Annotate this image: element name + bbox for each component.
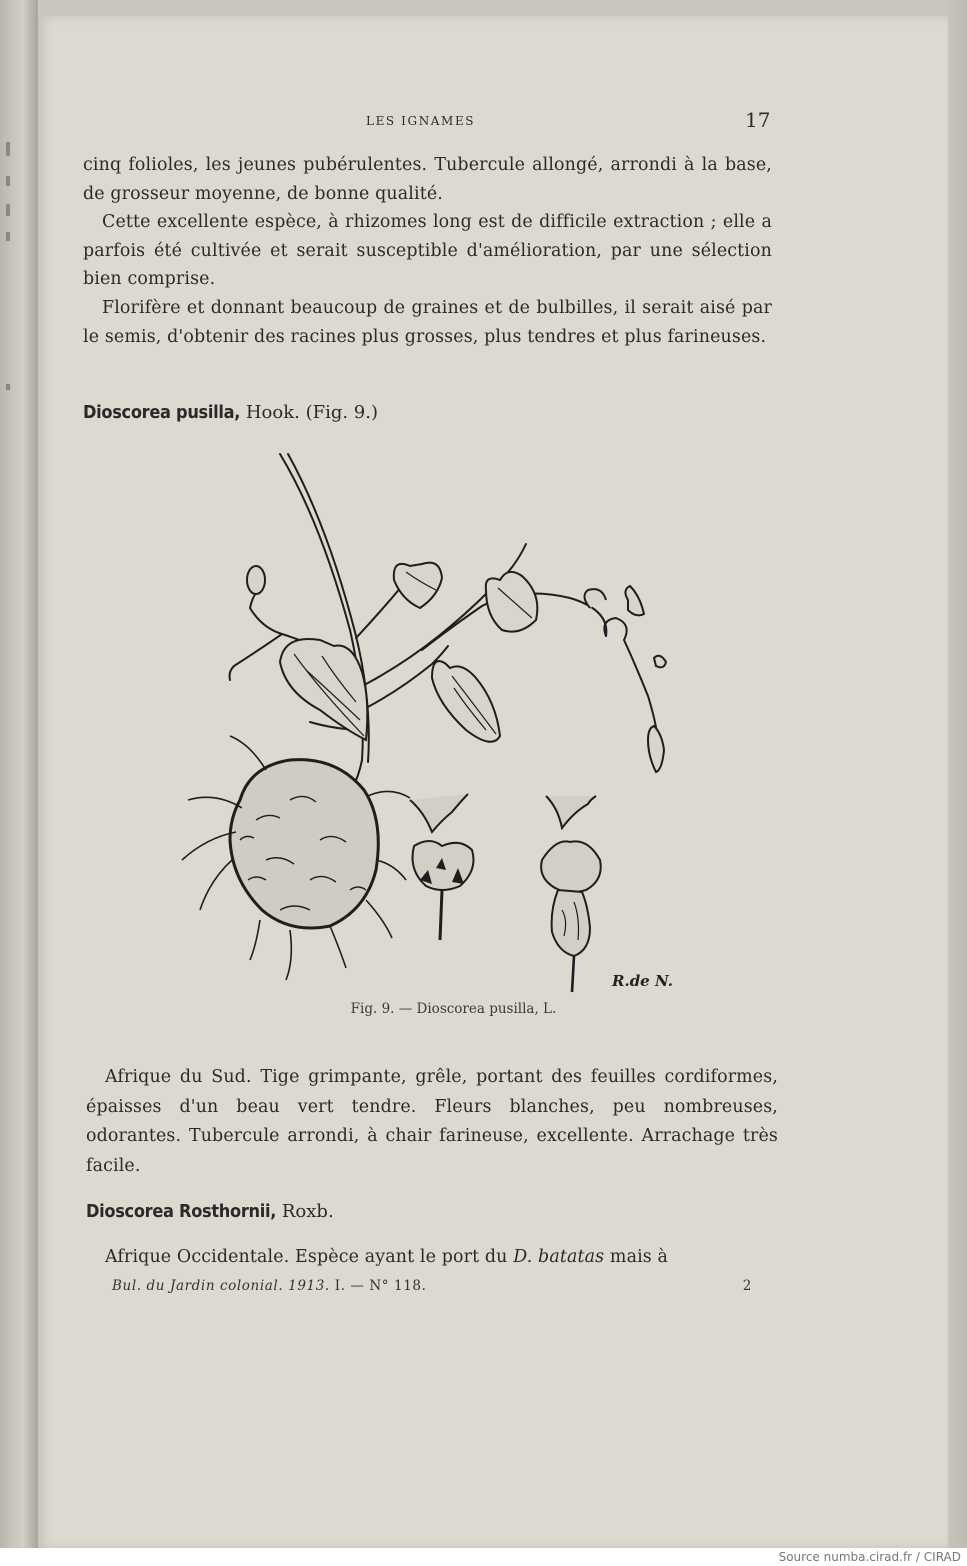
paragraph-afrique-occidentale: [86, 1243, 778, 1273]
page-number: 17: [745, 108, 771, 132]
paragraph-3: Florifère et donnant beaucoup de graines et de bulbilles, il serait aisé par le semis, d'obtenir des racines plus grosses, plus tendres et plus farineuses.: [83, 298, 772, 347]
species-name-2: Dioscorea Rosthornii,: [86, 1201, 277, 1222]
previous-page-edge: [0, 0, 38, 1548]
footer-issue: I. — N° 118.: [334, 1278, 427, 1294]
paragraph-afrique-du-sud: Afrique du Sud. Tige grimpante, grêle, portant des feuilles cordiformes, épaisses d'un beau vert tendre. Fleurs blanches, peu nombreuses, odorantes. Tubercule arrondi, à chair farineuse, excellente. Arrachage très facile.: [86, 1067, 778, 1176]
species-heading-pusilla: [83, 402, 378, 423]
paragraph-1: cinq folioles, les jeunes pubérulentes. Tubercule allongé, arrondi à la base, de grosseur moyenne, de bonne qualité.: [83, 155, 772, 204]
illustrator-signature: R.de N.: [612, 972, 673, 990]
footer-journal: Bul. du Jardin colonial.: [112, 1278, 284, 1294]
last-paragraph-start: Afrique Occidentale. Espèce ayant le port du: [105, 1247, 514, 1267]
species-name: Dioscorea pusilla,: [83, 402, 241, 423]
page-footer: [112, 1278, 752, 1294]
running-title: LES IGNAMES: [366, 114, 476, 128]
page-edge-right: [948, 0, 967, 1548]
species-reference: D. batatas: [513, 1247, 605, 1267]
species-author-2: Roxb.: [281, 1201, 334, 1222]
figure-caption: [0, 1001, 967, 1017]
footer-signature-mark: 2: [742, 1278, 752, 1294]
species-heading-rosthornii: [86, 1201, 334, 1222]
paragraph-2: Cette excellente espèce, à rhizomes long est de difficile extraction ; elle a parfois été cultivée et serait susceptible d'amélioration, par une sélection bien comprise.: [83, 212, 772, 289]
plant-illustration: [170, 440, 690, 1000]
footer-year: 1913.: [288, 1278, 330, 1294]
species-author: Hook. (Fig. 9.): [245, 402, 378, 423]
last-paragraph-end: mais à: [604, 1247, 669, 1267]
figure-caption-text: Fig. 9. — Dioscorea pusilla, L.: [350, 1001, 557, 1017]
source-credit: Source numba.cirad.fr / CIRAD: [778, 1550, 961, 1564]
